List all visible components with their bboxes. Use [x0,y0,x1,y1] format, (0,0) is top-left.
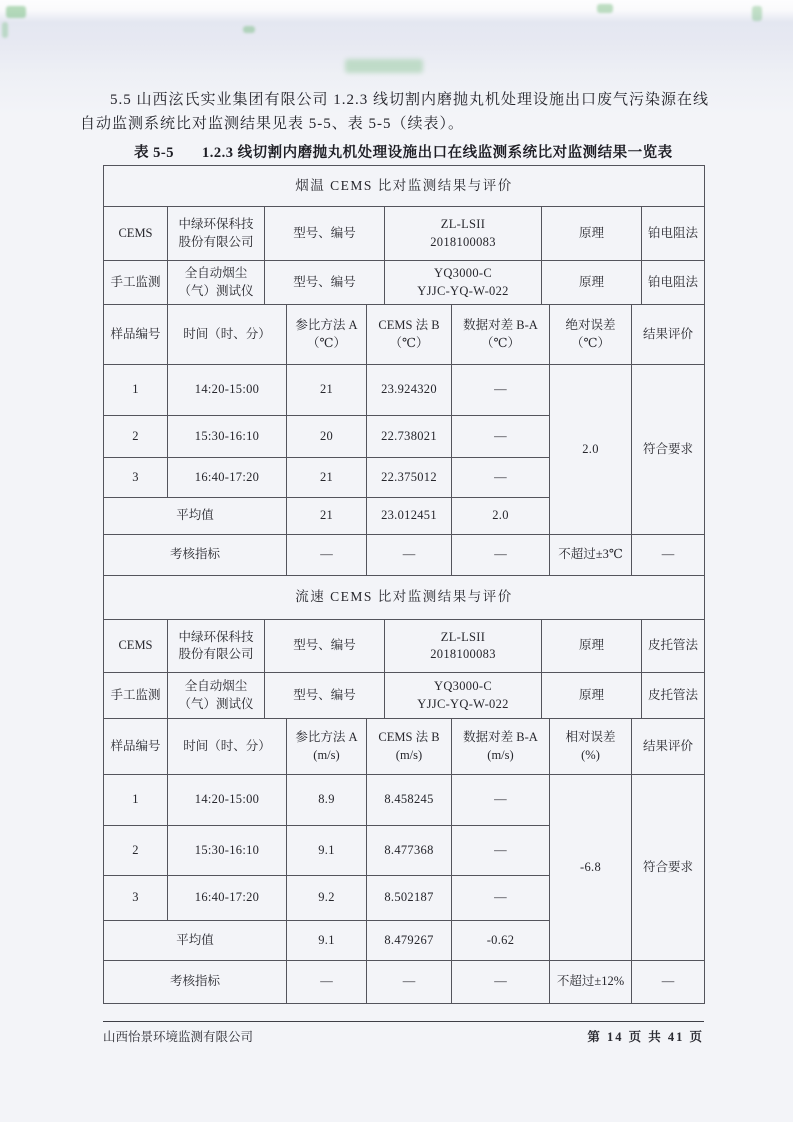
header-difference [451,305,549,364]
header-unit: (m/s) [487,747,514,762]
section-title-row [104,166,704,206]
footer-page-number: 第 14 页 共 41 页 [587,1030,704,1044]
method-cell: 手工监测 [110,687,161,702]
cell-sample-no: 1 [132,382,139,397]
cell-cems: 22.738021 [366,416,451,457]
merged-error-cell: -6.8 [549,775,631,960]
header-result: 结果评价 [631,305,704,364]
model-line1: ZL-LSII [440,629,486,644]
scan-speck [2,22,8,38]
cell-sample-no: 2 [132,842,139,857]
cell-reference: 21 [286,458,366,497]
scan-speck [345,59,423,73]
header-line: 参比方法 A [295,730,358,744]
cems-info-row [104,206,704,260]
header-unit: (m/s) [395,747,423,762]
header-unit: (%) [581,747,600,762]
header-time: 时间（时、分） [167,305,286,364]
scan-speck [597,4,613,13]
header-sample: 样品编号 [110,326,161,341]
cell-time: 15:30-16:10 [167,416,286,457]
header-line: 参比方法 A [295,318,358,332]
column-header-row [104,304,704,364]
cell-reference: 21 [286,365,366,415]
cell-difference: — [451,535,549,575]
model-line1: YQ3000-C [434,266,492,280]
header-line: 相对误差 [565,730,616,744]
table-row [104,415,549,457]
table-caption-text: 1.2.3 线切割内磨抛丸机处理设施出口在线监测系统比对监测结果一览表 [201,145,673,161]
merged-evaluation-cell: 符合要求 [631,775,704,960]
cell-cems: — [366,961,451,1003]
header-unit: （℃） [481,335,520,350]
cell-time: 14:20-15:00 [167,775,286,825]
header-cems [366,305,451,364]
scan-speck [6,6,26,18]
principle-label-cell: 原理 [541,673,641,718]
cell-reference: 20 [286,416,366,457]
cell-difference: 2.0 [451,498,549,534]
header-unit: （℃） [307,335,346,350]
model-value-cell [384,673,541,718]
table-caption-label: 表 5-5 [134,145,174,161]
cell-reference: 9.2 [286,876,366,920]
model-label-cell: 型号、编号 [264,673,384,718]
body-paragraph: 5.5 山西泫氏实业集团有限公司 1.2.3 线切割内磨抛丸机处理设施出口废气污染源在线自动监测系统比对监测结果见表 5-5、表 5-5（续表）。 [80,92,710,132]
cell-difference: — [451,416,549,457]
data-block [104,364,704,534]
header-error [549,305,631,364]
cell-cems: 22.375012 [366,458,451,497]
header-sample: 样品编号 [110,738,161,753]
header-reference [286,305,366,364]
data-rows [104,775,549,960]
footer-company: 山西怡景环境监测有限公司 [103,1030,254,1044]
average-row [104,497,549,534]
header-difference [451,719,549,774]
principle-label-cell: 原理 [541,261,641,304]
cell-reference: 9.1 [286,826,366,875]
header-reference [286,719,366,774]
principle-label-cell: 原理 [541,207,641,260]
principle-value-cell: 皮托管法 [641,620,704,672]
comparison-results-table [103,165,705,1004]
cell-cems: 8.458245 [366,775,451,825]
section-title: 烟温 CEMS 比对监测结果与评价 [295,177,513,193]
header-unit: (m/s) [313,747,340,762]
cell-difference: -0.62 [451,921,549,960]
cell-reference: 21 [286,498,366,534]
scan-speck [752,6,762,21]
cell-cems: 8.477368 [366,826,451,875]
cell-cems: 8.479267 [366,921,451,960]
cell-difference: — [451,826,549,875]
header-line: 数据对差 B-A [463,318,538,332]
cell-time: 16:40-17:20 [167,876,286,920]
merged-error-cell: 2.0 [549,365,631,534]
cell-cems: 8.502187 [366,876,451,920]
model-line1: ZL-LSII [440,217,486,231]
header-line: CEMS 法 B [378,318,440,332]
cell-time: 15:30-16:10 [167,826,286,875]
device-cell: 中绿环保科技股份有限公司 [167,620,264,672]
manual-info-row [104,672,704,718]
cell-difference: — [451,876,549,920]
cell-time: 16:40-17:20 [167,458,286,497]
principle-value-cell: 铂电阻法 [641,207,704,260]
cell-sample-no: 2 [132,428,139,443]
column-header-row [104,718,704,774]
assessment-row [104,534,704,575]
data-rows [104,365,549,534]
assessment-result: — [631,961,704,1003]
model-label-cell: 型号、编号 [264,261,384,304]
average-label: 平均值 [176,508,214,523]
model-label-cell: 型号、编号 [264,207,384,260]
data-block [104,774,704,960]
cell-reference: 8.9 [286,775,366,825]
model-value-cell [384,207,541,260]
model-label-cell: 型号、编号 [264,620,384,672]
table-row [104,457,549,497]
assessment-result: — [631,535,704,575]
table-row [104,825,549,875]
scan-speck [243,26,255,33]
method-cell: CEMS [118,225,153,240]
model-value-cell [384,620,541,672]
assessment-label: 考核指标 [169,974,220,989]
header-line: 数据对差 B-A [463,730,538,744]
cell-reference: — [286,961,366,1003]
table-row [104,775,549,825]
section-flow-velocity [104,575,704,1003]
method-cell: CEMS [118,638,153,653]
cell-difference: — [451,775,549,825]
cell-sample-no: 3 [132,890,139,905]
assessment-limit: 不超过±12% [549,961,631,1003]
model-line2: 2018100083 [430,647,496,661]
assessment-row [104,960,704,1003]
page-footer [103,1021,704,1045]
cell-cems: 23.012451 [366,498,451,534]
device-cell: 全自动烟尘（气）测试仪 [167,261,264,304]
section-flue-temperature [104,166,704,575]
model-line2: 2018100083 [430,234,496,249]
table-row [104,875,549,920]
cell-difference: — [451,365,549,415]
average-label: 平均值 [176,932,214,947]
model-line1: YQ3000-C [434,679,492,693]
average-row [104,920,549,960]
header-time: 时间（时、分） [167,719,286,774]
cell-cems: 23.924320 [366,365,451,415]
cell-difference: — [451,961,549,1003]
cell-reference: 9.1 [286,921,366,960]
header-cems [366,719,451,774]
header-error [549,719,631,774]
cell-cems: — [366,535,451,575]
principle-value-cell: 皮托管法 [641,673,704,718]
header-unit: （℃） [571,335,610,350]
principle-label-cell: 原理 [541,620,641,672]
cell-time: 14:20-15:00 [167,365,286,415]
manual-info-row [104,260,704,304]
header-line: CEMS 法 B [378,730,440,744]
assessment-limit: 不超过±3℃ [549,535,631,575]
section-title: 流速 CEMS 比对监测结果与评价 [295,589,513,605]
device-cell: 中绿环保科技股份有限公司 [167,207,264,260]
table-row [104,365,549,415]
device-cell: 全自动烟尘（气）测试仪 [167,673,264,718]
model-line2: YJJC-YQ-W-022 [417,696,509,711]
cell-reference: — [286,535,366,575]
table-caption [134,141,673,162]
cell-sample-no: 3 [132,469,139,484]
cell-difference: — [451,458,549,497]
model-value-cell [384,261,541,304]
cems-info-row [104,619,704,672]
section-title-row [104,575,704,619]
principle-value-cell: 铂电阻法 [641,261,704,304]
header-result: 结果评价 [631,719,704,774]
cell-sample-no: 1 [132,792,139,807]
method-cell: 手工监测 [110,274,161,289]
header-line: 绝对误差 [565,318,616,332]
model-line2: YJJC-YQ-W-022 [417,283,509,298]
merged-evaluation-cell: 符合要求 [631,365,704,534]
header-unit: （℃） [389,335,429,350]
assessment-label: 考核指标 [169,547,220,562]
